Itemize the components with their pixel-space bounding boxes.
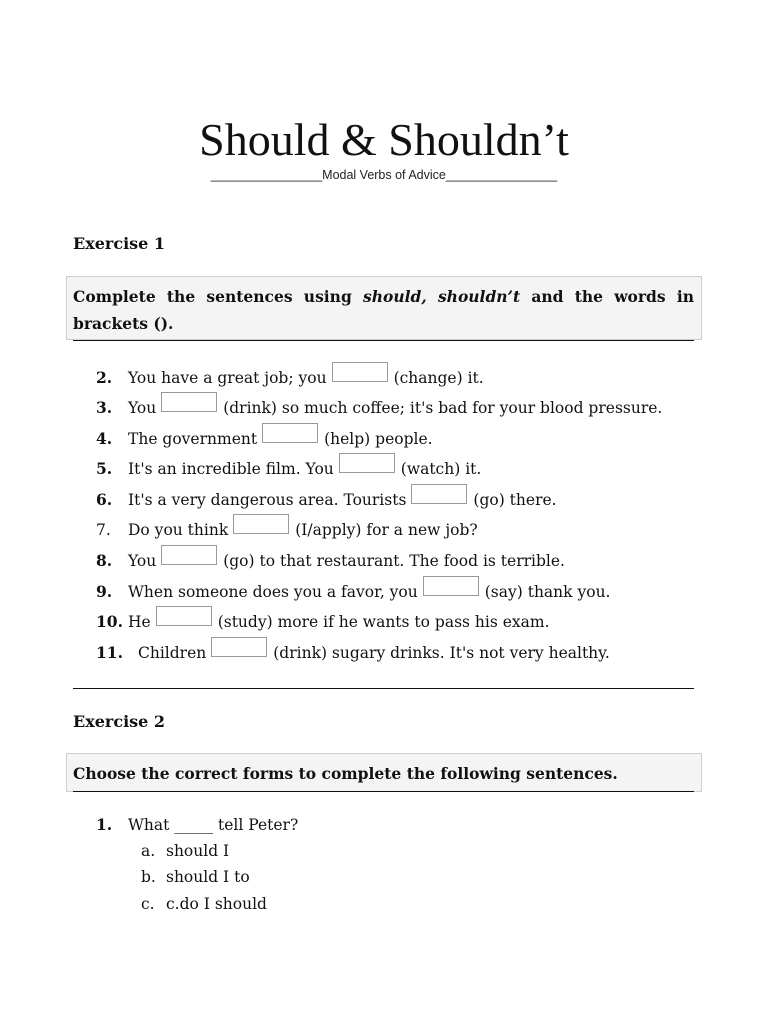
item-number: 2. bbox=[96, 368, 113, 387]
item-text-after: (go) to that restaurant. The food is terrible. bbox=[223, 552, 565, 570]
answer-option[interactable] bbox=[141, 891, 267, 917]
item-number: 6. bbox=[96, 490, 113, 509]
item-text-before: Children bbox=[138, 644, 207, 662]
item-number: 8. bbox=[96, 551, 113, 570]
exercise-2-instruction: Choose the correct forms to complete the following sentences. bbox=[73, 764, 618, 783]
option-letter: b. bbox=[141, 868, 156, 886]
item-number: 4. bbox=[96, 429, 113, 448]
exercise-1-item bbox=[96, 485, 557, 515]
instruction-text-start: Complete the sentences using bbox=[73, 287, 364, 306]
exercise-1-item bbox=[96, 393, 662, 423]
exercise-1-item bbox=[96, 454, 481, 484]
question-number: 1. bbox=[96, 815, 113, 834]
answer-blank-box[interactable] bbox=[161, 545, 217, 565]
exercise-1-item bbox=[96, 638, 610, 668]
question-text: What _____ tell Peter? bbox=[128, 816, 299, 834]
answer-blank-box[interactable] bbox=[211, 637, 267, 657]
exercise-1-item bbox=[96, 577, 610, 607]
item-text-before: When someone does you a favor, you bbox=[128, 583, 418, 601]
answer-option[interactable] bbox=[141, 864, 250, 890]
answer-blank-box[interactable] bbox=[332, 362, 388, 382]
item-text-after: (I/apply) for a new job? bbox=[295, 521, 478, 539]
item-text-before: The government bbox=[128, 430, 258, 448]
exercise-2-instruction-rule bbox=[73, 791, 694, 792]
answer-blank-box[interactable] bbox=[156, 606, 212, 626]
option-text: should I bbox=[166, 842, 230, 860]
item-number: 11. bbox=[96, 643, 123, 662]
item-number: 3. bbox=[96, 398, 113, 417]
instruction-modal-words: should, shouldn’t bbox=[363, 287, 521, 306]
section-divider bbox=[73, 688, 694, 689]
item-text-after: (say) thank you. bbox=[484, 583, 611, 601]
item-text-after: (go) there. bbox=[473, 491, 557, 509]
item-text-after: (study) more if he wants to pass his exam. bbox=[217, 613, 550, 631]
answer-blank-box[interactable] bbox=[233, 514, 289, 534]
exercise-1-instruction-rule bbox=[73, 340, 694, 341]
answer-blank-box[interactable] bbox=[161, 392, 217, 412]
answer-blank-box[interactable] bbox=[411, 484, 467, 504]
option-letter: c. bbox=[141, 895, 155, 913]
worksheet-title: Should & Shouldn’t bbox=[199, 114, 569, 165]
item-number: 9. bbox=[96, 582, 113, 601]
answer-blank-box[interactable] bbox=[262, 423, 318, 443]
item-number: 7. bbox=[96, 521, 111, 539]
option-letter: a. bbox=[141, 842, 156, 860]
worksheet-subtitle: ________________Modal Verbs of Advice________________ bbox=[210, 168, 558, 182]
item-text-before: It's an incredible film. You bbox=[128, 460, 334, 478]
item-text-after: (drink) so much coffee; it's bad for your blood pressure. bbox=[223, 399, 663, 417]
item-text-after: (help) people. bbox=[324, 430, 433, 448]
exercise-1-item bbox=[96, 363, 484, 393]
item-text-before: It's a very dangerous area. Tourists bbox=[128, 491, 407, 509]
item-number: 10. bbox=[96, 612, 123, 631]
answer-blank-box[interactable] bbox=[339, 453, 395, 473]
item-text-before: You have a great job; you bbox=[128, 369, 327, 387]
item-text-before: You bbox=[128, 399, 157, 417]
exercise-1-instruction bbox=[73, 283, 694, 337]
exercise-1-heading: Exercise 1 bbox=[73, 234, 166, 253]
item-text-after: (change) it. bbox=[393, 369, 484, 387]
exercise-1-item bbox=[96, 424, 433, 454]
exercise-2-question bbox=[96, 810, 298, 840]
exercise-2-heading: Exercise 2 bbox=[73, 712, 166, 731]
answer-option[interactable] bbox=[141, 838, 229, 864]
exercise-1-item bbox=[96, 546, 565, 576]
exercise-1-item bbox=[96, 515, 478, 545]
item-text-before: He bbox=[128, 613, 151, 631]
answer-blank-box[interactable] bbox=[423, 576, 479, 596]
item-text-after: (drink) sugary drinks. It's not very healthy. bbox=[273, 644, 610, 662]
item-number: 5. bbox=[96, 459, 113, 478]
item-text-before: You bbox=[128, 552, 157, 570]
exercise-1-item bbox=[96, 607, 550, 637]
option-text: c.do I should bbox=[166, 895, 267, 913]
item-text-before: Do you think bbox=[128, 521, 229, 539]
item-text-after: (watch) it. bbox=[400, 460, 482, 478]
option-text: should I to bbox=[166, 868, 250, 886]
instruction-text-end: and the words in brackets (). bbox=[73, 287, 694, 333]
